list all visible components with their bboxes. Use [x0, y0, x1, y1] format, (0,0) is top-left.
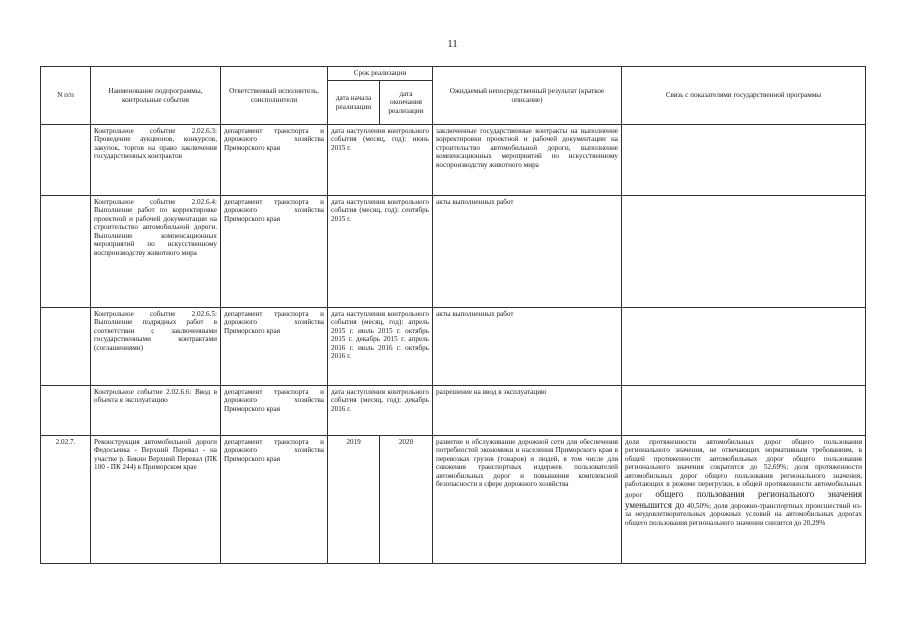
link-text-part2: 40,50%; доля дорожно-транспортных происшествий из-за неудовлетворительных дорожных условий на автомобильных дорогах общего пользования регионального значения снизится до 20,29% [625, 501, 862, 527]
header-link: Связь с показателями государственной программы [622, 67, 866, 125]
row-date: дата наступления контрольного события (месяц, год): сентябрь 2015 г. [328, 196, 433, 308]
row-link [622, 196, 866, 308]
row-name: Контрольное событие 2.02.6.4: Выполнение работ по корректировке проектной и рабочей документации на строительство автомобильной дороги. Выполнение компенсационных мероприятий по искусственному воспроизводству животного мира [91, 196, 221, 308]
row-name: Контрольное событие 2.02.6.3: Проведение аукционов, конкурсов, закупок, торгов на право заключения государственных контрактов [91, 125, 221, 196]
header-num: N п/п [41, 67, 91, 125]
row-link [622, 436, 866, 564]
row-link [622, 125, 866, 196]
row-start: 2019 [328, 436, 380, 564]
row-num: 2.02.7. [41, 436, 91, 564]
row-num [41, 125, 91, 196]
table-row [41, 196, 866, 308]
row-end: 2020 [380, 436, 433, 564]
header-start: дата начала реализации [328, 81, 380, 125]
row-responsible: департамент транспорта и дорожного хозяйства Приморского края [221, 308, 328, 386]
row-link [622, 308, 866, 386]
header-responsible: Ответственный исполнитель, соисполнители [221, 67, 328, 125]
link-text-part1: доля протяженности автомобильных дорог общего пользования регионального значения, не отвечающих нормативным требованиям, в общей протяженности автомобильных дорог общего пользования регионального значения сократится до 52,69%; доля протяженности автомобильных дорог общего пользования регионального значения, работающих в режиме перегрузки, в общей протяженности автомобильных дорог [625, 438, 862, 499]
row-link [622, 386, 866, 436]
row-responsible: департамент транспорта и дорожного хозяйства Приморского края [221, 196, 328, 308]
row-result: акты выполненных работ [433, 308, 622, 386]
row-name: Реконструкция автомобильной дороги Федосьевка - Верхний Перевал - на участке р. Бикин Верхний Перевал (ПК 100 - ПК 244) в Приморском крае [91, 436, 221, 564]
table-row [41, 386, 866, 436]
row-result: заключенные государственные контракты на выполнение корректировки проектной и рабочей документации на строительство автомобильной дороги, выполнение компенсационных мероприятий по искусственному воспроизводству животного мира [433, 125, 622, 196]
row-date: дата наступления контрольного события (месяц, год): апрель 2015 г. июль 2015 г. октябрь 2015 г. декабрь 2015 г. апрель 2016 г. июль 2016 г. октябрь 2016 г. [328, 308, 433, 386]
row-responsible: департамент транспорта и дорожного хозяйства Приморского края [221, 125, 328, 196]
table-row [41, 125, 866, 196]
row-num [41, 386, 91, 436]
control-events-table [40, 66, 866, 564]
row-responsible: департамент транспорта и дорожного хозяйства Приморского края [221, 386, 328, 436]
page-number: 11 [447, 38, 458, 50]
header-result: Ожидаемый непосредственный результат (краткое описание) [433, 67, 622, 125]
link-text-emphasis: общего пользования регионального значения уменьшится до [625, 488, 862, 510]
row-result: акты выполненных работ [433, 196, 622, 308]
row-responsible: департамент транспорта и дорожного хозяйства Приморского края [221, 436, 328, 564]
row-result: развитие и обслуживание дорожной сети для обеспечения потребностей экономики и населения Приморского края в перевозках грузов (товаров) и людей, в том числе для снижения транспортных издержек пользователей автомобильных дорог и повышения комплексной безопасности в сфере дорожного хозяйства [433, 436, 622, 564]
row-date: дата наступления контрольного события (месяц, год): июнь 2015 г. [328, 125, 433, 196]
row-name: Контрольное событие 2.02.6.6: Ввод в объекта в эксплуатацию [91, 386, 221, 436]
header-end: дата окончания реализации [380, 81, 433, 125]
row-result: разрешение на ввод в эксплуатацию [433, 386, 622, 436]
table-row [41, 436, 866, 564]
row-date: дата наступления контрольного события (месяц, год): декабрь 2016 г. [328, 386, 433, 436]
table-row [41, 308, 866, 386]
row-num [41, 196, 91, 308]
header-name: Наименование подпрограммы, контрольные события [91, 67, 221, 125]
row-num [41, 308, 91, 386]
header-period: Срок реализации [328, 67, 433, 81]
row-name: Контрольное событие 2.02.6.5: Выполнение подрядных работ в соответствии с заключенными государственными контрактами (соглашениями) [91, 308, 221, 386]
